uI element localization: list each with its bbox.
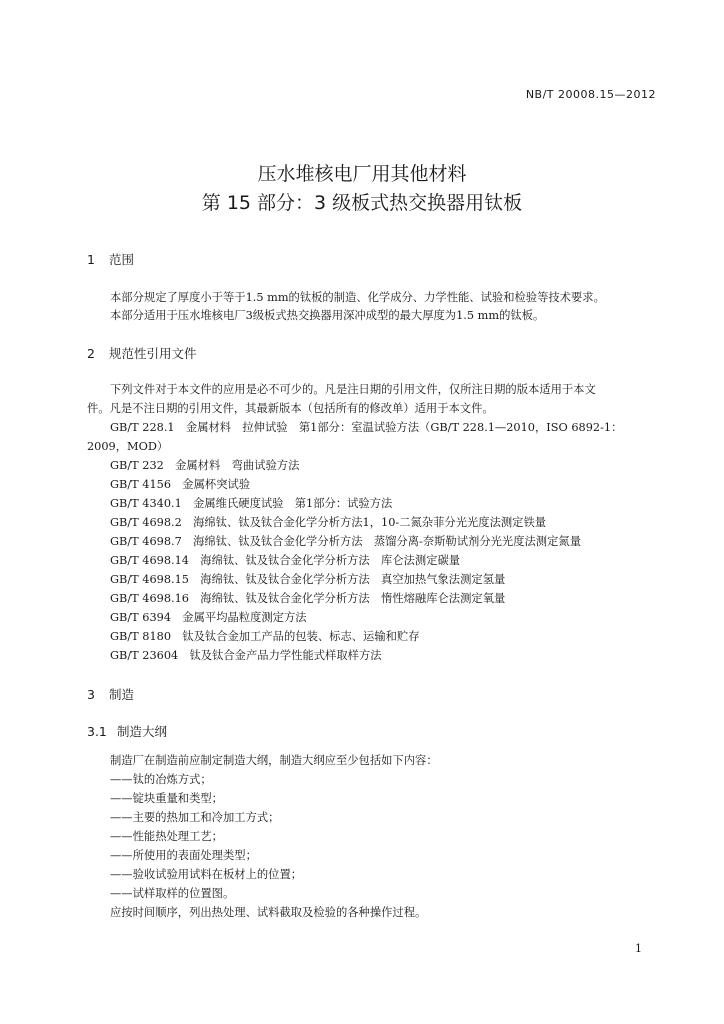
section-title: 规范性引用文件 — [109, 346, 197, 361]
reference-item: GB/T 4156 金属杯突试验 — [110, 478, 251, 491]
list-item: ——钛的冶炼方式； — [110, 773, 212, 786]
document-subtitle: 第 15 部分：3 级板式热交换器用钛板 — [201, 192, 523, 214]
reference-item: GB/T 228.1 金属材料 拉伸试验 第1部分：室温试验方法（GB/T 228.1—2010，ISO 6892-1： — [110, 421, 623, 434]
reference-item: GB/T 232 金属材料 弯曲试验方法 — [110, 459, 300, 472]
section-number: 3.1 — [87, 724, 107, 739]
section-number: 2 — [87, 346, 95, 361]
paragraph: 件。凡是不注日期的引用文件，其最新版本（包括所有的修改单）适用于本文件。 — [87, 402, 494, 415]
section-3-heading — [87, 685, 134, 703]
reference-item: GB/T 4340.1 金属维氏硬度试验 第1部分：试验方法 — [110, 497, 393, 510]
section-title: 制造 — [109, 687, 135, 702]
document-code: NB/T 20008.15—2012 — [525, 88, 656, 101]
reference-item: GB/T 23604 钛及钛合金产品力学性能式样取样方法 — [110, 649, 382, 662]
reference-item: 2009，MOD） — [87, 440, 169, 453]
list-item: ——主要的热加工和冷加工方式； — [110, 811, 280, 824]
list-item: ——所使用的表面处理类型； — [110, 849, 257, 862]
paragraph: 本部分规定了厚度小于等于1.5 mm的钛板的制造、化学成分、力学性能、试验和检验等技术要求。 — [110, 291, 605, 304]
reference-item: GB/T 4698.2 海绵钛、钛及钛合金化学分析方法1，10-二氮杂菲分光光度法测定铁量 — [110, 516, 547, 529]
section-3-1-heading — [87, 722, 167, 740]
paragraph: 下列文件对于本文件的应用是必不可少的。凡是注日期的引用文件，仅所注日期的版本适用于本文 — [110, 383, 596, 396]
list-item: ——锭块重量和类型； — [110, 792, 223, 805]
list-item: ——试样取样的位置图。 — [110, 887, 235, 900]
reference-item: GB/T 4698.15 海绵钛、钛及钛合金化学分析方法 真空加热气象法测定氢量 — [110, 573, 506, 586]
section-number: 1 — [87, 252, 95, 267]
section-2-heading — [87, 344, 197, 362]
paragraph: 本部分适用于压水堆核电厂3级板式热交换器用深冲成型的最大厚度为1.5 mm的钛板。 — [110, 309, 545, 322]
reference-item: GB/T 8180 钛及钛合金加工产品的包装、标志、运输和贮存 — [110, 630, 420, 643]
reference-item: GB/T 4698.16 海绵钛、钛及钛合金化学分析方法 惰性熔融库仑法测定氧量 — [110, 592, 506, 605]
list-item: ——验收试验用试料在板材上的位置； — [110, 868, 303, 881]
document-title: 压水堆核电厂用其他材料 — [257, 163, 467, 185]
paragraph: 制造厂在制造前应制定制造大纲，制造大纲应至少包括如下内容： — [110, 754, 438, 767]
section-title: 制造大纲 — [117, 724, 168, 739]
section-number: 3 — [87, 687, 95, 702]
section-1-heading — [87, 250, 134, 268]
list-item: ——性能热处理工艺； — [110, 830, 223, 843]
reference-item: GB/T 4698.14 海绵钛、钛及钛合金化学分析方法 库仑法测定碳量 — [110, 554, 461, 567]
reference-item: GB/T 6394 金属平均晶粒度测定方法 — [110, 611, 307, 624]
reference-item: GB/T 4698.7 海绵钛、钛及钛合金化学分析方法 蒸馏分离-奈斯勒试剂分光光度法测定氮量 — [110, 535, 581, 548]
section-title: 范围 — [109, 252, 135, 267]
page-number: 1 — [635, 942, 642, 955]
paragraph: 应按时间顺序，列出热处理、试料截取及检验的各种操作过程。 — [110, 906, 427, 919]
